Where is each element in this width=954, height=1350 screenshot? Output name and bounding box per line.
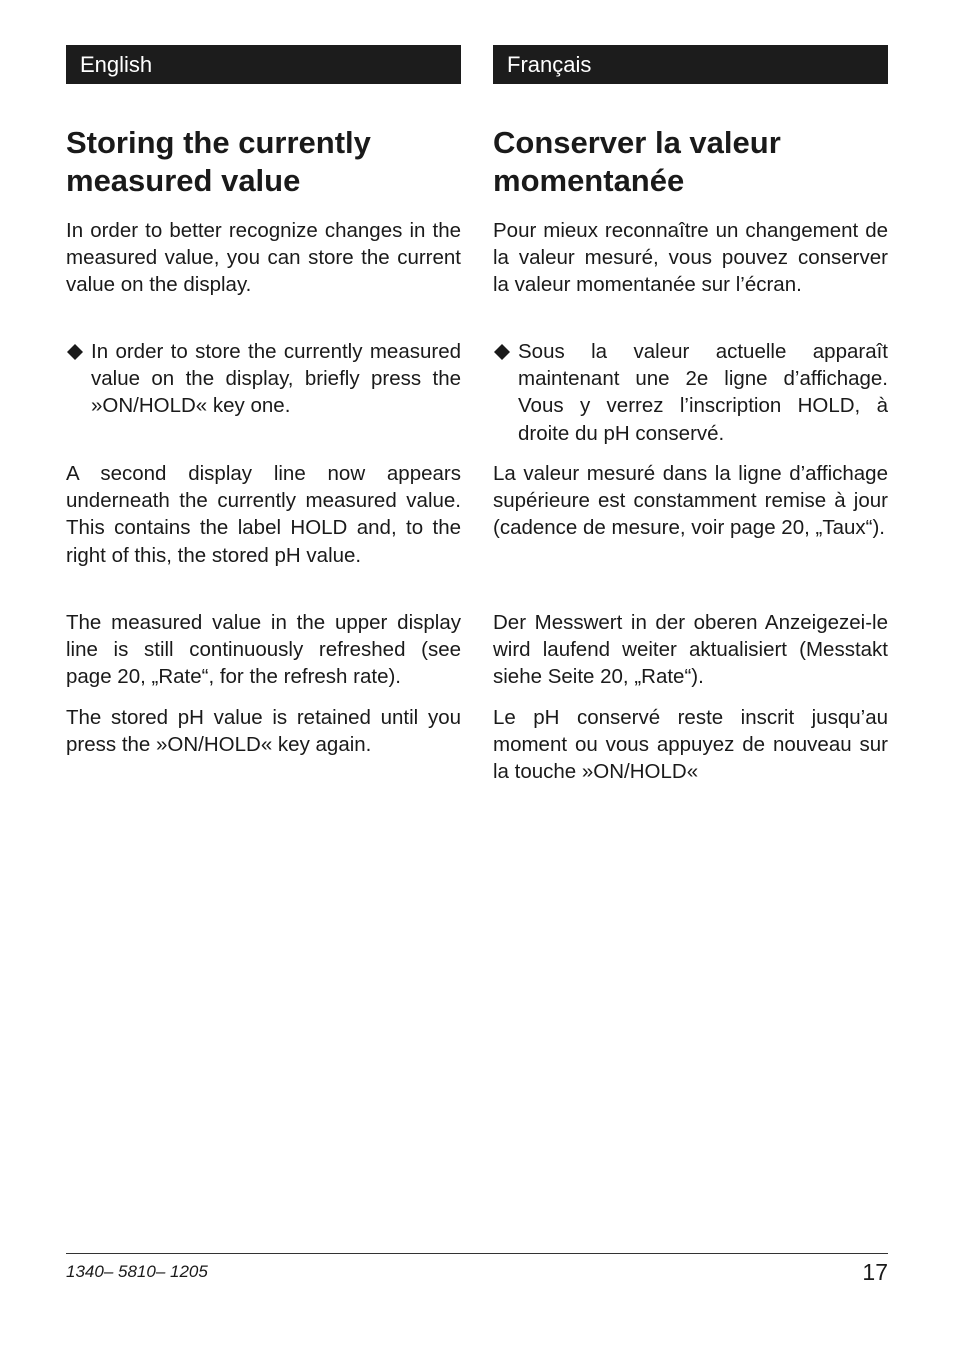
second-line-paragraph-english: A second display line now appears underneath the currently measured value. This contains the label HOLD and, to the right of this, the stored pH value. [66,462,461,567]
diamond-bullet-icon [494,344,510,360]
page-number: 17 [862,1259,888,1285]
footer-divider [66,1253,888,1254]
heading-french: Conserver la valeur momentanée [493,125,781,198]
french-column [493,45,888,784]
german-paragraph: Der Messwert in der oberen Anzeigezei-le wird laufend weiter aktualisiert (Messtakt siehe Seite 20, „Rate“). [493,611,888,689]
heading-english: Storing the currently measured value [66,125,371,198]
language-header-english: English [66,45,461,84]
bullet-item-english [66,338,461,420]
intro-paragraph-french: Pour mieux reconnaître un changement de la valeur mesuré, vous pouvez conserver la valeur momentanée sur l’écran. [493,219,888,297]
english-column [66,45,461,757]
retained-paragraph-english: The stored pH value is retained until you press the »ON/HOLD« key again. [66,706,461,757]
updated-paragraph-french: La valeur mesuré dans la ligne d’affichage supérieure est constamment remise à jour (cadence de mesure, voir page 20, „Taux“). [493,462,888,540]
bullet-item-french [493,338,888,447]
bullet-text-french: Sous la valeur actuelle apparaît maintenant une 2e ligne d’affichage. Vous y verrez l’inscription HOLD, à droite du pH conservé. [518,340,888,445]
refresh-paragraph-english: The measured value in the upper display line is still continuously refreshed (see page 20, „Rate“, for the refresh rate). [66,611,461,689]
intro-paragraph-english: In order to better recognize changes in the measured value, you can store the current value on the display. [66,219,461,297]
diamond-bullet-icon [67,344,83,360]
retained-paragraph-french: Le pH conservé reste inscrit jusqu’au moment ou vous appuyez de nouveau sur la touche »ON/HOLD« [493,706,888,784]
language-header-french: Français [493,45,888,84]
document-code: 1340– 5810– 1205 [66,1262,208,1281]
bullet-text-english: In order to store the currently measured value on the display, briefly press the »ON/HOLD« key one. [91,340,461,418]
